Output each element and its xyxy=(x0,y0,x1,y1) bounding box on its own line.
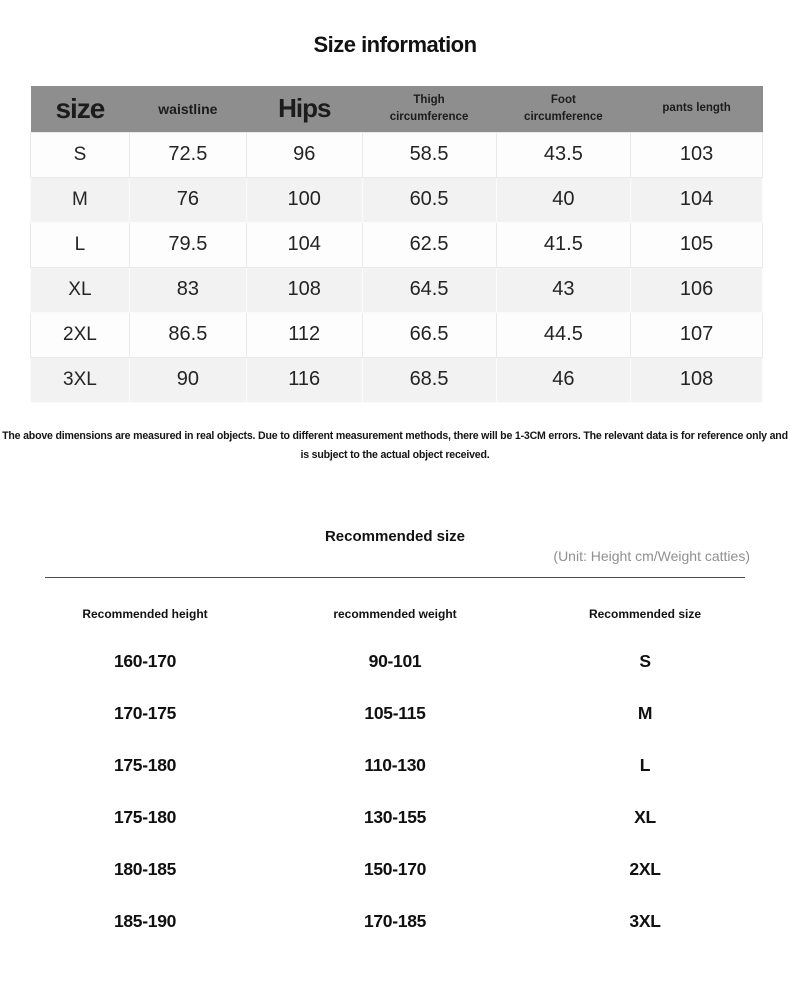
value-cell: 96 xyxy=(246,132,362,177)
rec-size-cell: L xyxy=(639,755,651,776)
rec-size-cell: S xyxy=(639,651,651,672)
rec-size-cell: XL xyxy=(634,807,656,828)
rec-height-cell: 185-190 xyxy=(113,911,177,932)
value-cell: 43 xyxy=(496,267,631,312)
rec-col-header-weight: recommended weight xyxy=(333,606,457,621)
value-cell: 100 xyxy=(246,177,362,222)
rec-height-cell: 180-185 xyxy=(113,859,177,880)
col-header-waistline: waistline xyxy=(129,86,246,132)
value-cell: 72.5 xyxy=(129,132,246,177)
rec-col-header-height: Recommended height xyxy=(82,606,208,621)
size-information-page xyxy=(0,32,790,1001)
page-title: Size information xyxy=(313,32,477,57)
size-table-row-2xl xyxy=(31,312,763,357)
value-cell: 105 xyxy=(631,222,763,267)
rec-height-cell: 175-180 xyxy=(113,807,177,828)
size-table-row-l xyxy=(31,222,763,267)
rec-size-cell: M xyxy=(637,703,653,724)
value-cell: 90 xyxy=(129,357,246,402)
col-header-thigh: Thigh circumference xyxy=(362,86,496,132)
size-cell: XL xyxy=(31,267,130,312)
rec-size-cell: 2XL xyxy=(629,859,661,880)
value-cell: 62.5 xyxy=(362,222,496,267)
rec-weight-cell: 170-185 xyxy=(363,911,427,932)
rec-col-header-size: Recommended size xyxy=(588,606,702,621)
size-table-row-s xyxy=(31,132,763,177)
size-cell: 2XL xyxy=(31,312,130,357)
size-table xyxy=(30,86,763,403)
size-cell: S xyxy=(31,132,130,177)
value-cell: 43.5 xyxy=(496,132,631,177)
size-cell: M xyxy=(31,177,130,222)
value-cell: 107 xyxy=(631,312,763,357)
value-cell: 44.5 xyxy=(496,312,631,357)
value-cell: 83 xyxy=(129,267,246,312)
value-cell: 108 xyxy=(631,357,763,402)
size-cell: 3XL xyxy=(31,357,130,402)
rec-weight-cell: 105-115 xyxy=(364,703,426,724)
value-cell: 112 xyxy=(246,312,362,357)
value-cell: 116 xyxy=(246,357,362,402)
value-cell: 58.5 xyxy=(362,132,496,177)
recommended-size-title: Recommended size xyxy=(324,527,466,545)
value-cell: 104 xyxy=(631,177,763,222)
value-cell: 104 xyxy=(246,222,362,267)
value-cell: 66.5 xyxy=(362,312,496,357)
rec-height-cell: 170-175 xyxy=(113,703,177,724)
rec-weight-cell: 110-130 xyxy=(364,755,426,776)
col-header-hips: Hips xyxy=(246,86,362,132)
col-header-foot: Foot circumference xyxy=(496,86,631,132)
value-cell: 106 xyxy=(631,267,763,312)
recommended-size-table xyxy=(20,578,770,948)
size-table-row-3xl xyxy=(31,357,763,402)
rec-weight-cell: 90-101 xyxy=(368,651,422,672)
value-cell: 64.5 xyxy=(362,267,496,312)
rec-weight-cell: 130-155 xyxy=(363,807,427,828)
value-cell: 46 xyxy=(496,357,631,402)
value-cell: 41.5 xyxy=(496,222,631,267)
rec-height-cell: 175-180 xyxy=(113,755,177,776)
col-header-pants-length: pants length xyxy=(631,86,763,132)
value-cell: 79.5 xyxy=(129,222,246,267)
value-cell: 108 xyxy=(246,267,362,312)
size-table-row-xl xyxy=(31,267,763,312)
value-cell: 86.5 xyxy=(129,312,246,357)
col-header-size: size xyxy=(31,86,130,132)
value-cell: 76 xyxy=(129,177,246,222)
rec-height-cell: 160-170 xyxy=(113,651,177,672)
measurement-disclaimer: The above dimensions are measured in real objects. Due to different measurement methods, there will be 1-3CM errors. The relevant data is for reference only and is subject to the actual object received. xyxy=(2,429,788,462)
unit-note: (Unit: Height cm/Weight catties) xyxy=(553,547,750,564)
value-cell: 103 xyxy=(631,132,763,177)
value-cell: 40 xyxy=(496,177,631,222)
rec-size-cell: 3XL xyxy=(629,911,661,932)
recommended-size-section xyxy=(0,528,790,948)
rec-weight-cell: 150-170 xyxy=(363,859,427,880)
size-table-header-row xyxy=(31,86,763,132)
size-cell: L xyxy=(31,222,130,267)
value-cell: 60.5 xyxy=(362,177,496,222)
value-cell: 68.5 xyxy=(362,357,496,402)
size-table-row-m xyxy=(31,177,763,222)
